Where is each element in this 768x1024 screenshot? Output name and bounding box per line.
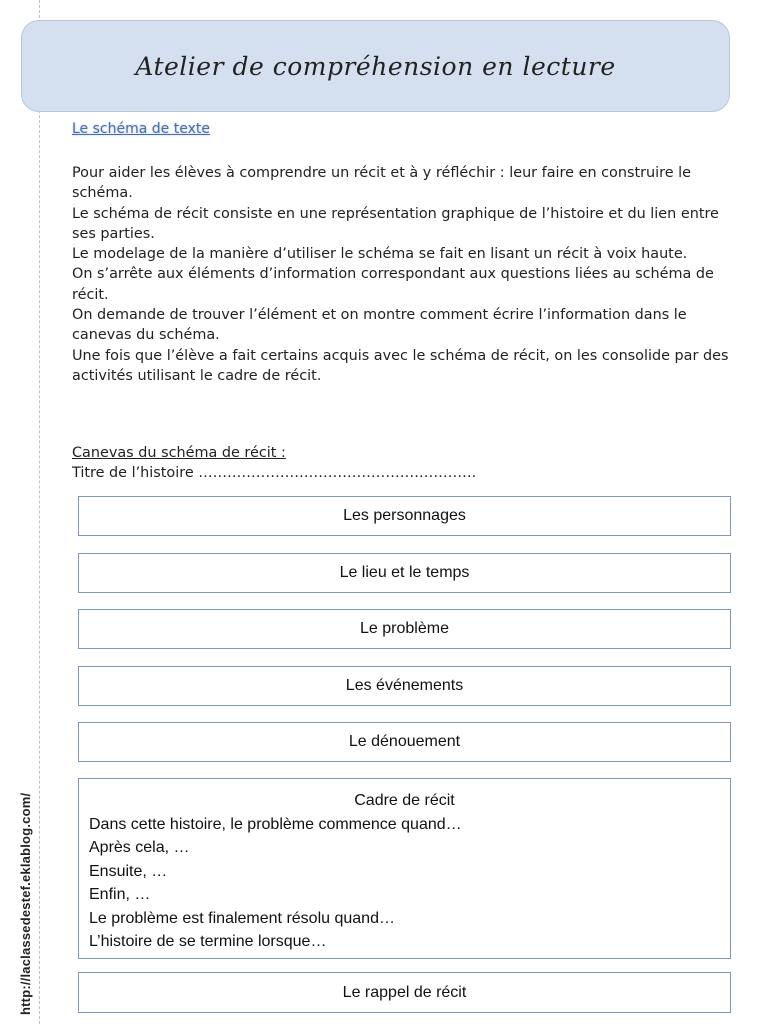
box-denouement: Le dénouement [78, 722, 731, 762]
section-heading: Le schéma de texte [72, 121, 210, 137]
box-evenements: Les événements [78, 666, 731, 706]
cadre-line: Enfin, … [89, 886, 151, 903]
cadre-line: Le problème est finalement résolu quand… [89, 909, 395, 927]
story-title-line: Titre de l’histoire …………………………………………………. [72, 465, 477, 481]
cadre-title: Cadre de récit [354, 792, 455, 809]
header-banner [21, 20, 730, 112]
intro-paragraph: On demande de trouver l’élément et on montre comment écrire l’information dans le canevas du schéma. [72, 307, 687, 344]
cadre-line: Après cela, … [89, 839, 190, 856]
box-probleme: Le problème [78, 609, 731, 649]
intro-text [72, 163, 737, 386]
box-lieu-temps: Le lieu et le temps [78, 553, 731, 593]
cadre-de-recit-box [78, 778, 731, 959]
intro-paragraph: Une fois que l’élève a fait certains acquis avec le schéma de récit, on les consolide par des activités utilisant le cadre de récit. [72, 347, 729, 384]
cadre-line: Dans cette histoire, le problème commence quand… [89, 815, 462, 833]
intro-paragraph: Le schéma de récit consiste en une représentation graphique de l’histoire et du lien entre ses parties. [72, 205, 719, 242]
intro-paragraph: Le modelage de la manière d’utiliser le schéma se fait en lisant un récit à voix haute. [72, 246, 688, 263]
box-rappel-de-recit: Le rappel de récit [78, 972, 731, 1013]
box-personnages: Les personnages [78, 496, 731, 536]
canvas-title: Canevas du schéma de récit : [72, 445, 286, 461]
cadre-line: L’histoire de se termine lorsque… [89, 933, 327, 950]
intro-paragraph: Pour aider les élèves à comprendre un récit et à y réfléchir : leur faire en construire le schéma. [72, 165, 692, 202]
page-title: Atelier de compréhension en lecture [135, 51, 616, 81]
intro-paragraph: On s’arrête aux éléments d’information correspondant aux questions liées au schéma de récit. [72, 266, 714, 303]
side-url: http://laclassedestef.eklablog.com/ [18, 792, 33, 1015]
cadre-line: Ensuite, … [89, 862, 168, 880]
margin-line [39, 0, 40, 1024]
